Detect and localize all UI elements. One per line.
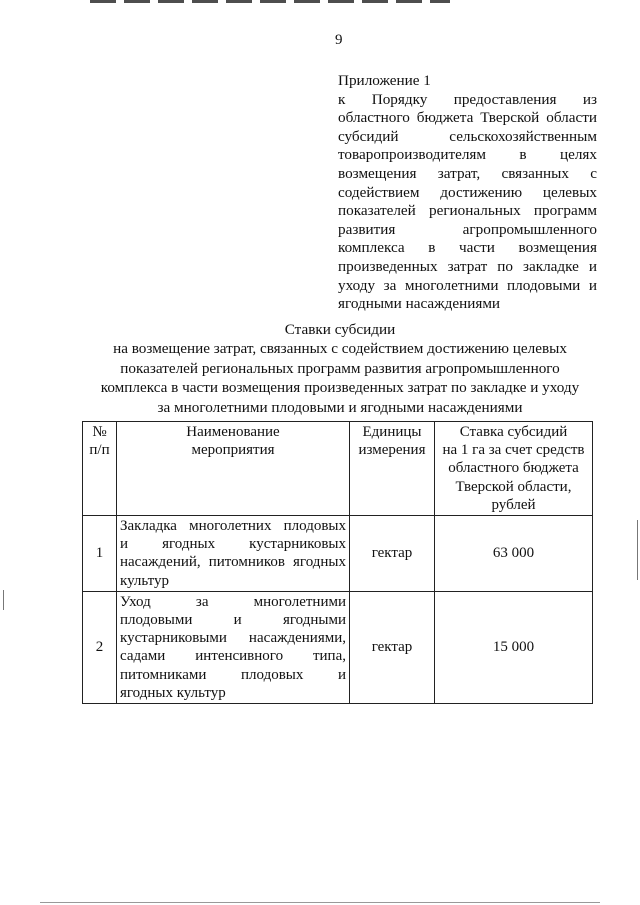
title-line: за многолетними плодовыми и ягодными насаждениями: [157, 398, 523, 416]
header-text: измерения: [358, 442, 426, 459]
appendix-line: к Порядку предоставления из: [338, 90, 597, 108]
header-num: [83, 422, 117, 516]
header-text: п/п: [89, 442, 110, 459]
row-name-line: Уход за многолетними: [120, 593, 346, 610]
appendix-line: показателей региональных программ: [338, 202, 597, 220]
title-line: показателей региональных программ развития агропромышленного: [120, 359, 560, 377]
row-unit: гектар: [350, 591, 435, 703]
header-text: рублей: [491, 496, 536, 513]
appendix-line: субсидий сельскохозяйственным: [338, 127, 597, 145]
header-text: Наименование: [186, 424, 280, 440]
row-name-line: ягодных культур: [120, 684, 226, 701]
appendix-line: комплекса в части возмещения: [338, 239, 597, 257]
document-title: [80, 320, 600, 417]
header-text: №: [92, 424, 107, 440]
row-name-line: садами интенсивного типа,: [120, 648, 346, 665]
title-line: на возмещение затрат, связанных с содействием достижению целевых: [113, 340, 567, 358]
row-name-line: питомниками плодовых и: [120, 666, 346, 683]
appendix-line: уходу за многолетними плодовыми и: [338, 276, 597, 294]
header-rate: [435, 422, 593, 516]
title-line: комплекса в части возмещения произведенных затрат по закладке и уходу: [100, 379, 580, 397]
row-name: [117, 591, 350, 703]
header-text: областного бюджета: [448, 460, 579, 477]
header-text: Тверской области,: [455, 478, 572, 495]
row-rate: 15 000: [435, 591, 593, 703]
row-name-line: Закладка многолетних плодовых: [120, 518, 346, 535]
row-rate: 63 000: [435, 516, 593, 592]
appendix-line: возмещения затрат, связанных с: [338, 164, 597, 182]
scan-artifact-right: [637, 520, 638, 580]
scan-artifact-top: [90, 0, 450, 3]
row-name-line: насаждений, питомников ягодных: [120, 554, 346, 571]
table-header-row: [83, 422, 593, 516]
appendix-line: Приложение 1: [338, 72, 431, 89]
appendix-line: содействием достижению целевых: [338, 183, 597, 201]
subsidy-rates-table: [82, 421, 593, 704]
table-row: [83, 516, 593, 592]
row-name-line: и ягодных кустарниковых: [120, 536, 346, 553]
row-num: 1: [83, 516, 117, 592]
appendix-line: ягодными насаждениями: [338, 295, 501, 313]
scan-artifact-left: [3, 590, 4, 610]
page-number: 9: [335, 32, 343, 48]
row-unit: гектар: [350, 516, 435, 592]
header-text: Единицы: [362, 424, 422, 440]
row-name-line: плодовыми и ягодными: [120, 612, 346, 629]
row-name-line: кустарниковыми насаждениями,: [120, 630, 346, 647]
appendix-line: развития агропромышленного: [338, 220, 597, 238]
title-heading: Ставки субсидии: [284, 321, 396, 338]
table-row: [83, 591, 593, 703]
header-text: мероприятия: [191, 442, 275, 459]
row-num: 2: [83, 591, 117, 703]
appendix-block: [338, 72, 597, 314]
appendix-line: областного бюджета Тверской области: [338, 109, 597, 127]
appendix-line: произведенных затрат по закладке и: [338, 257, 597, 275]
header-units: [350, 422, 435, 516]
header-text: на 1 га за счет средств: [442, 442, 585, 459]
scan-artifact-bottom: [40, 902, 600, 903]
row-name-line: культур: [120, 572, 170, 589]
header-text: Ставка субсидий: [459, 424, 568, 440]
row-name: [117, 516, 350, 592]
header-name: [117, 422, 350, 516]
appendix-line: товаропроизводителям в целях: [338, 146, 597, 164]
